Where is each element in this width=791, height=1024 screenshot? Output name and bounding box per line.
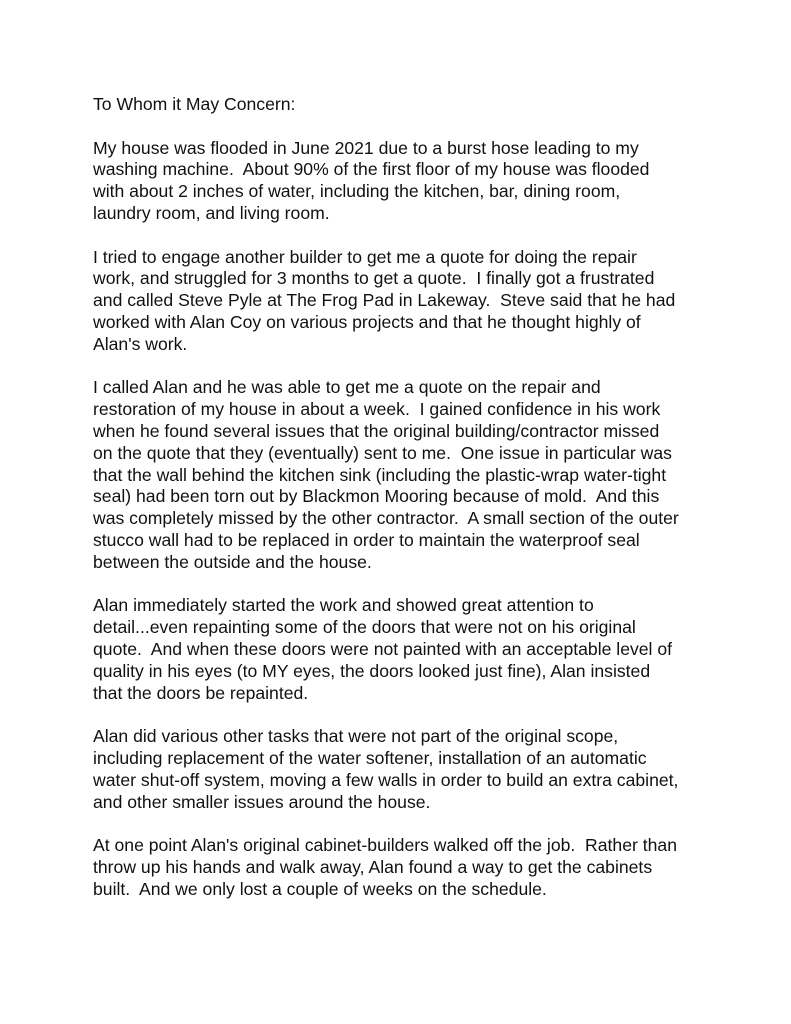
paragraph-gap bbox=[93, 704, 713, 726]
text-line: quote. And when these doors were not painted with an acceptable level of bbox=[93, 638, 673, 659]
text-line: Alan immediately started the work and showed great attention to bbox=[93, 595, 594, 616]
paragraph-3 bbox=[93, 377, 713, 573]
text-line: when he found several issues that the original building/contractor missed bbox=[93, 420, 660, 441]
text-line: worked with Alan Coy on various projects and that he thought highly of bbox=[93, 311, 641, 332]
text-line: stucco wall had to be replaced in order to maintain the waterproof seal bbox=[93, 529, 640, 550]
text-line: quality in his eyes (to MY eyes, the doors looked just fine), Alan insisted bbox=[93, 660, 651, 681]
text-line: My house was flooded in June 2021 due to a burst hose leading to my bbox=[93, 137, 639, 158]
text-line: I called Alan and he was able to get me a quote on the repair and bbox=[93, 377, 601, 398]
paragraph-5 bbox=[93, 726, 713, 813]
text-line: Alan's work. bbox=[93, 333, 188, 354]
text-line: and called Steve Pyle at The Frog Pad in Lakeway. Steve said that he had bbox=[93, 290, 676, 311]
text-line: throw up his hands and walk away, Alan found a way to get the cabinets bbox=[93, 856, 653, 877]
salutation: To Whom it May Concern: bbox=[93, 94, 296, 114]
text-line: including replacement of the water softener, installation of an automatic bbox=[93, 747, 647, 768]
text-line: Alan did various other tasks that were not part of the original scope, bbox=[93, 726, 619, 747]
paragraph-4 bbox=[93, 595, 713, 704]
text-line: between the outside and the house. bbox=[93, 551, 372, 572]
paragraph-1 bbox=[93, 138, 713, 225]
paragraph-6 bbox=[93, 835, 713, 900]
paragraph-gap bbox=[93, 813, 713, 835]
text-line: and other smaller issues around the house. bbox=[93, 791, 431, 812]
text-line: water shut-off system, moving a few walls in order to build an extra cabinet, bbox=[93, 769, 679, 790]
text-line: that the wall behind the kitchen sink (including the plastic-wrap water-tight bbox=[93, 464, 667, 485]
text-line: that the doors be repainted. bbox=[93, 682, 309, 703]
text-line: detail...even repainting some of the doors that were not on his original bbox=[93, 617, 636, 638]
text-line: restoration of my house in about a week. I gained confidence in his work bbox=[93, 399, 661, 420]
text-line: was completely missed by the other contractor. A small section of the outer bbox=[93, 508, 679, 529]
paragraph-gap bbox=[93, 356, 713, 378]
paragraph-gap bbox=[93, 574, 713, 596]
text-line: laundry room, and living room. bbox=[93, 202, 330, 223]
text-line: with about 2 inches of water, including the kitchen, bar, dining room, bbox=[93, 181, 621, 202]
text-line: washing machine. About 90% of the first floor of my house was flooded bbox=[93, 159, 650, 180]
paragraph-2 bbox=[93, 247, 713, 356]
paragraph-gap bbox=[93, 116, 713, 138]
text-line: seal) had been torn out by Blackmon Mooring because of mold. And this bbox=[93, 486, 660, 507]
text-line: work, and struggled for 3 months to get a quote. I finally got a frustrated bbox=[93, 268, 655, 289]
text-line: on the quote that they (eventually) sent to me. One issue in particular was bbox=[93, 442, 672, 463]
letter-body bbox=[93, 94, 713, 900]
text-line: At one point Alan's original cabinet-builders walked off the job. Rather than bbox=[93, 835, 677, 856]
paragraph-gap bbox=[93, 225, 713, 247]
text-line: built. And we only lost a couple of weeks on the schedule. bbox=[93, 878, 547, 899]
text-line: I tried to engage another builder to get me a quote for doing the repair bbox=[93, 246, 637, 267]
